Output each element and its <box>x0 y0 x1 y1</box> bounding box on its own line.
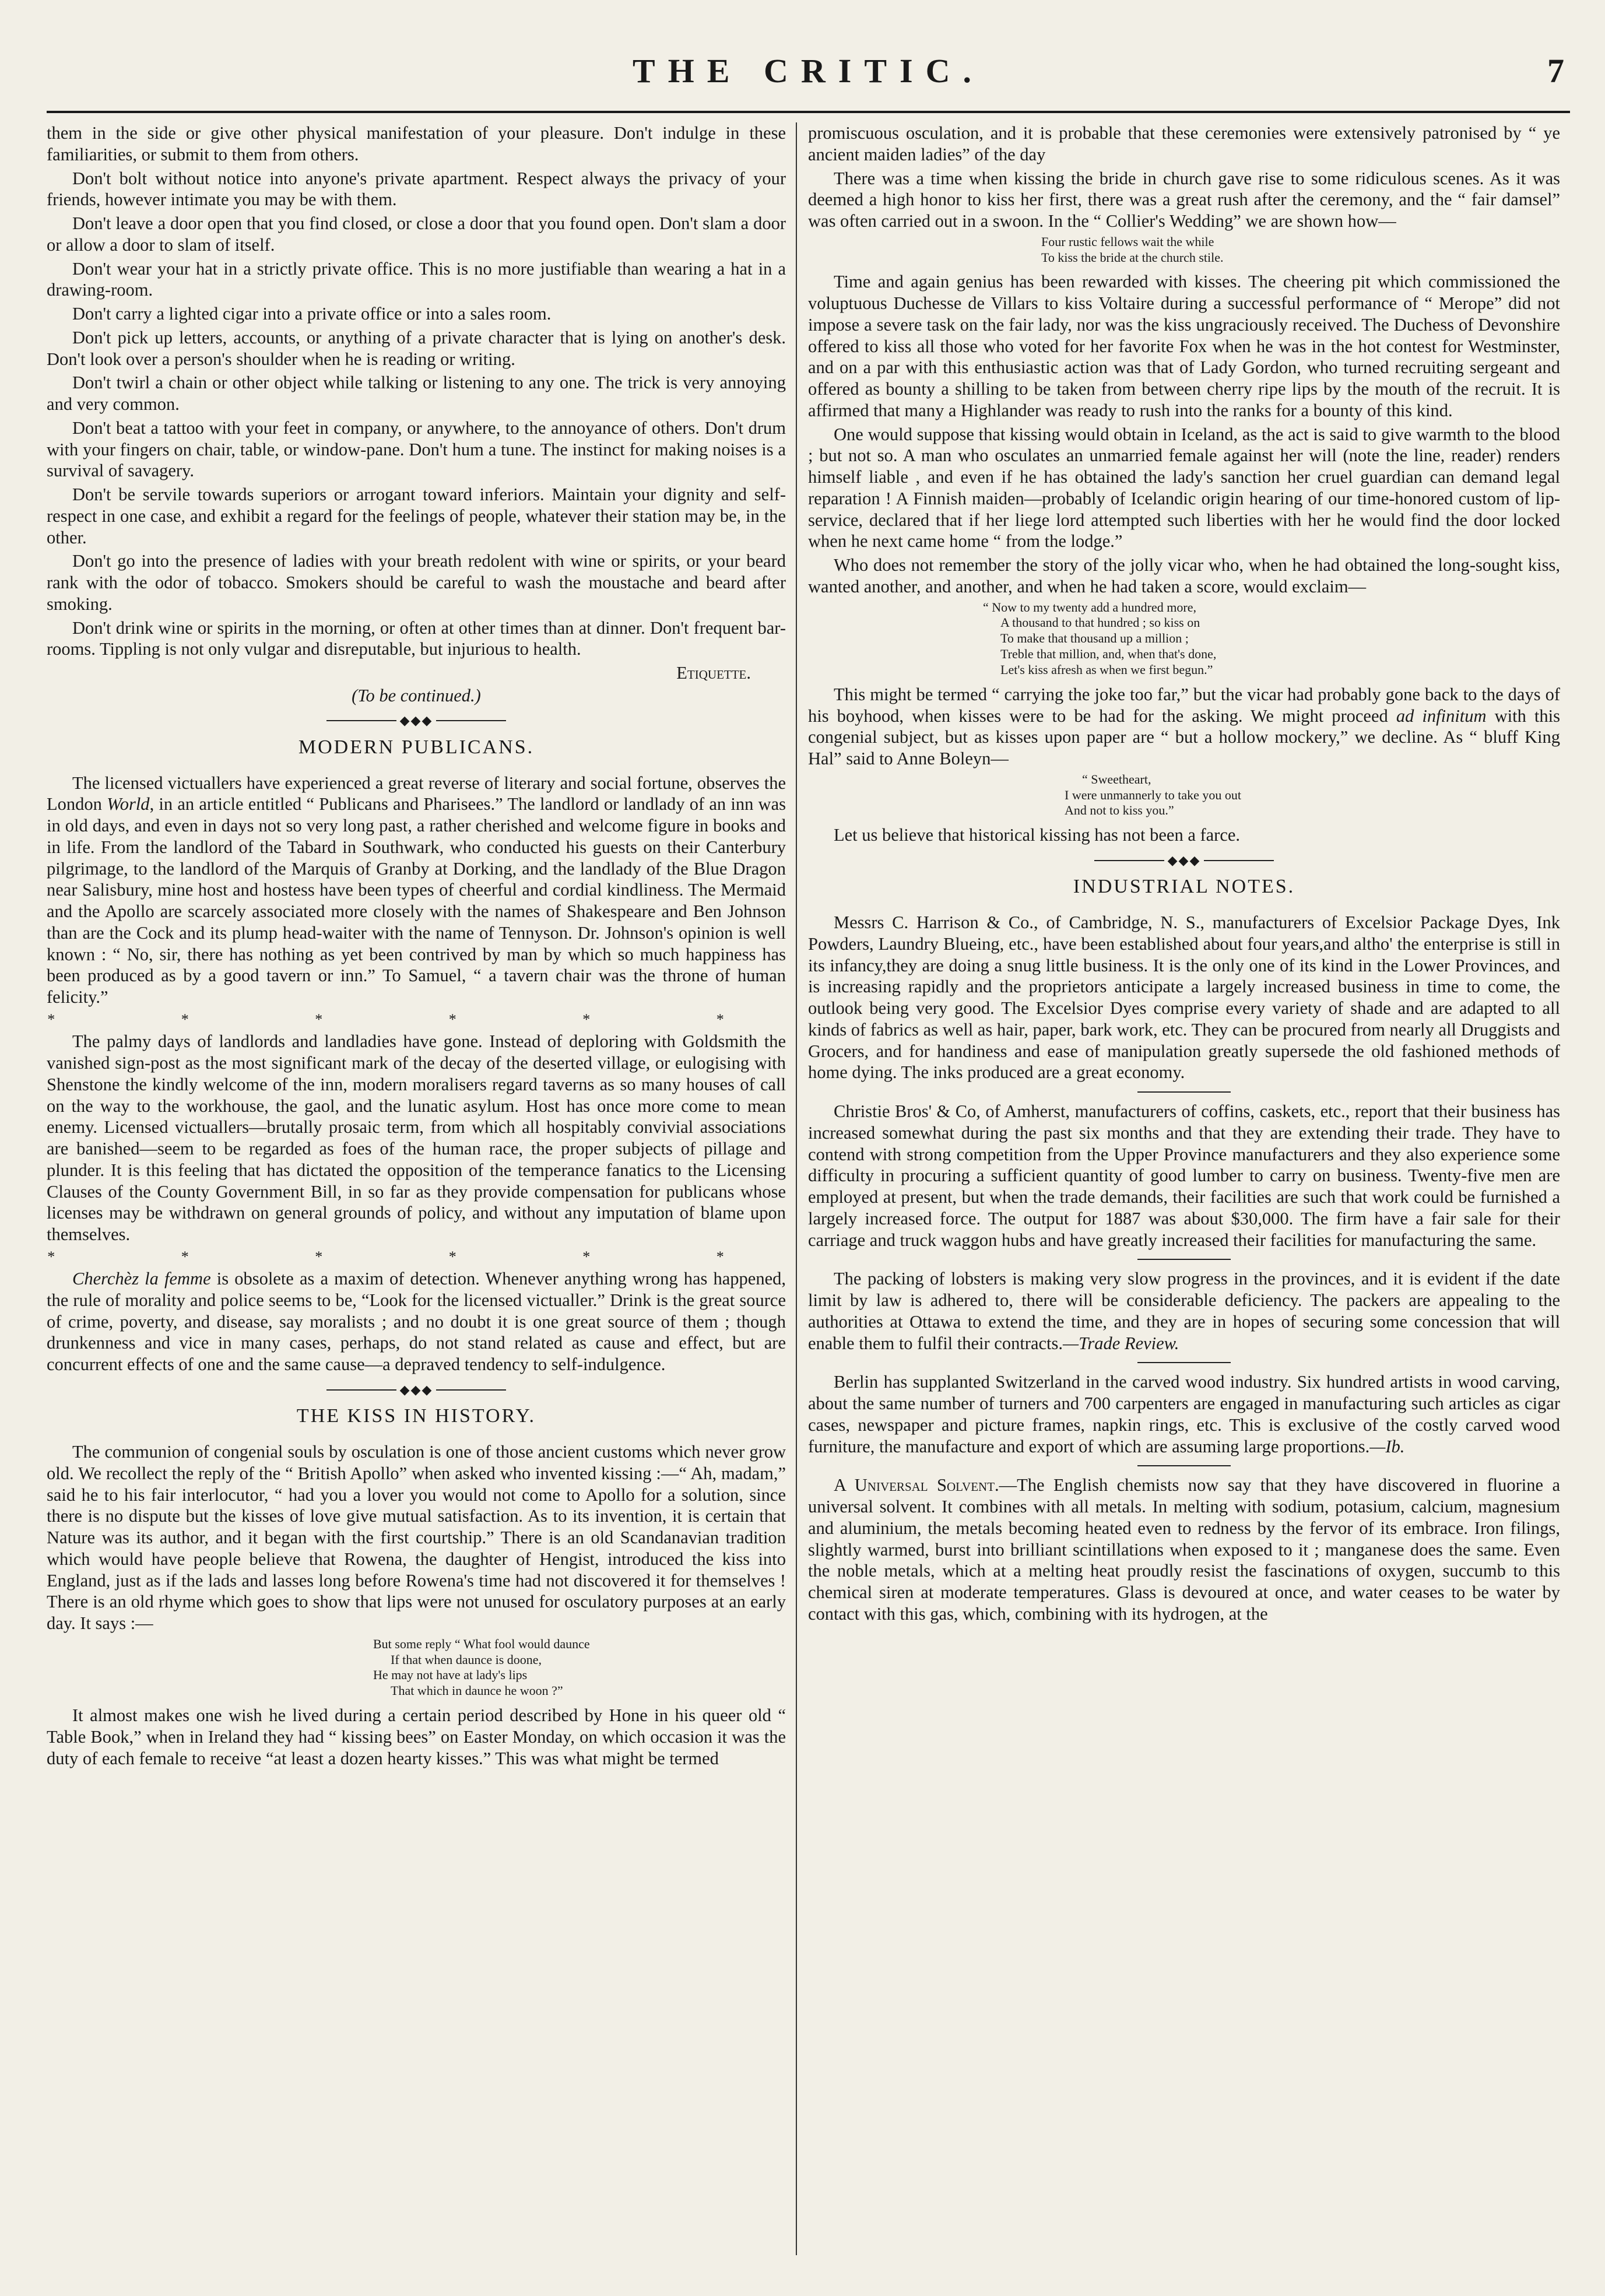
etiquette-paragraph: Don't twirl a chain or other object while talking or listening to any one. The trick is very annoying and very common. <box>47 373 786 414</box>
news-item: A Universal Solvent.—The English chemists now say that they have discovered in fluorine a universal solvent. It combines with all metals. In melting with sodium, potasium, calcium, magnesium and aluminium, the metals becoming heated even to redness by the fervor of its embrace. Iron filings, slightly warmed, burst into brilliant scintillations when exposed to it ; manganese does the same. Even the noble metals, which at a melting heat proudly resist the fascinations of oxygen, succumb to this chemical siren at moderate temperatures. Glass is devoured at once, and water ceases to be water by contact with this gas, which, combining with its hydrogen, at the <box>808 1475 1560 1624</box>
etiquette-paragraph: Don't carry a lighted cigar into a private office or into a sales room. <box>72 304 552 324</box>
ornament-divider: ◆◆◆ <box>47 712 786 729</box>
article-paragraph: The palmy days of landlords and landladies have gone. Instead of deploring with Goldsmith the vanished sign-post as the most significant mark of the decay of the deserted village, or eulogising with Shenstone the kindly welcome of the inn, modern moralisers regard taverns as so many houses of call on the way to the workhouse, the gaol, and the lunatic asylum. Host has once more come to mean enemy. Licensed victuallers—brutally prosaic term, from which all hospitably convivial associations are banished—seem to be regarded as foes of the human race, the proper subjects of pillage and plunder. It is this feeling that has dictated the opposition of the temperance fanatics to the Licensing Clauses of the County Government Bill, in so far as they provide compensation for publicans whose licenses may be withdrawn on general grounds of policy, and without any imputation of blame upon themselves. <box>47 1031 786 1244</box>
article-heading: THE KISS IN HISTORY. <box>296 1405 536 1427</box>
article-paragraph: This might be termed “ carrying the joke too far,” but the vicar had probably gone back to the days of his boyhood, when kisses were to be had for the asking. We might proceed ad infinitum with this congenial subject, but as kisses upon paper are “ but a hollow mockery,” we decline. As “ bluff King Hal” said to Anne Boleyn— <box>808 684 1560 769</box>
page-number: 7 <box>1547 52 1564 90</box>
masthead <box>47 41 1570 113</box>
item-rule <box>1137 1362 1231 1363</box>
article-heading: MODERN PUBLICANS. <box>298 736 535 758</box>
left-column <box>47 122 786 2255</box>
news-item: The packing of lobsters is making very slow progress in the provinces, and it is evident if the date limit by law is adhered to, there will be considerable deficiency. The packers are appealing to the authorities at Ottawa to extend the time, and they are in hopes of securing some concession that will enable them to fulfil their contracts.—Trade Review. <box>808 1269 1560 1353</box>
item-rule <box>1137 1091 1231 1093</box>
etiquette-paragraph: Don't bolt without notice into anyone's private apartment. Respect always the privacy of your friends, however intimate you may be with them. <box>47 168 786 210</box>
signature: Etiquette. <box>676 663 751 683</box>
article-paragraph: Cherchèz la femme is obsolete as a maxim of detection. Whenever anything wrong has happened, the rule of morality and police seems to be, “Look for the licensed victualler.” Drink is the great source of crime, poverty, and disease, say moralists ; and no doubt it is one great source of them ; though drunkenness and vice in many cases, perhaps, do not stand related as cause and effect, but are concurrent effects of one and the same cause—a depraved tendency to self-indulgence. <box>47 1269 786 1375</box>
etiquette-paragraph: Don't leave a door open that you find closed, or close a door that you found open. Don't slam a door or allow a door to slam of itself. <box>47 213 786 255</box>
column-divider <box>796 122 797 2255</box>
article-paragraph: The licensed victuallers have experienced a great reverse of literary and social fortune, observes the London World, in an article entitled “ Publicans and Pharisees.” The landlord or landlady of an inn was in old days, and even in days not so very long past, a rather cherished and welcome figure in books and in life. From the landlord of the Tabard in Southwark, who conducted his guests on their Canterbury pilgrimage, to the landlord of the Marquis of Granby at Dorking, and the landlady of the Blue Dragon near Salisbury, mine host and hostess have been types of cheerful and cordial kindliness. The Mermaid and the Apollo are scarcely associated more closely with the names of Shakespeare and Ben Johnson than are the Cock and its plump head-waiter with the name of Tennyson. Dr. Johnson's opinion is well known : “ No, sir, there has nothing as yet been contrived by man by which so much happiness has been produced as by a good tavern or inn.” To Samuel, “ a tavern chair was the throne of human felicity.” <box>47 773 786 1007</box>
section-stars: * * * * * * <box>47 1010 785 1028</box>
verse-quote: “ Now to my twenty add a hundred more, A thousand to that hundred ; so kiss on To make that thousand up a million ; Treble that million, and, when that's done, Let's kiss afresh as when we first begun.” <box>983 599 1217 677</box>
article-paragraph: There was a time when kissing the bride in church gave rise to some ridiculous scenes. As it was deemed a high honor to kiss her first, there was a great rush after the ceremony, and the “ fair damsel” was often carried out in a swoon. In the “ Collier's Wedding” we are shown how— <box>808 168 1560 231</box>
etiquette-paragraph: Don't be servile towards superiors or arrogant toward inferiors. Maintain your dignity and self-respect in one case, and exhibit a regard for the feelings of people, whatever their station may be, in the other. <box>47 485 786 547</box>
news-item: Berlin has supplanted Switzerland in the carved wood industry. Six hundred artists in wood carving, about the same number of turners and 700 carpenters are engaged in manufacturing such articles as cigar cases, newspaper and picture frames, napkin rings, etc. This is exclusive of the costly carved wood furniture, the manufacture and export of which are assuming large proportions.—Ib. <box>808 1372 1560 1456</box>
article-paragraph: One would suppose that kissing would obtain in Iceland, as the act is said to give warmth to the blood ; but not so. A man who osculates an unmarried female against her will (note the line, reader) renders himself liable , and even if he has obtained the lady's sanction her cruel guardian can demand legal reparation ! A Finnish maiden—probably of Icelandic origin hearing of our time-honored custom of lip-service, declared that if her liege lord attempted such liberties with her he would find the door locked when he next came home “ from the lodge.” <box>808 424 1560 552</box>
etiquette-paragraph: Don't go into the presence of ladies with your breath redolent with wine or spirits, or your beard rank with the odor of tobacco. Smokers should be careful to wash the moustache and beard after smoking. <box>47 551 786 614</box>
etiquette-paragraph: Don't pick up letters, accounts, or anything of a private character that is lying on another's desk. Don't look over a person's shoulder when he is reading or writing. <box>47 327 786 369</box>
news-item: Christie Bros' & Co, of Amherst, manufacturers of coffins, caskets, etc., report that their business has increased somewhat during the past six months and that they are extending their trade. They have to contend with strong competition from the Upper Province manufacturers and they also experience some difficulty in procuring a sufficient quantity of good lumber to carry on business. Twenty-five men are employed at present, but when the trade demands, their facilities are such that work could be furnished a largely increased force. The output for 1887 was about $30,000. The firm have a fair sale for their carriage and truck waggon hubs and have greatly increased their facilities for manufacturing the same. <box>808 1101 1560 1250</box>
article-paragraph: Time and again genius has been rewarded with kisses. The cheering pit which commissioned the voluptuous Duchesse de Villars to kiss Voltaire during a successful performance of “ Merope” did not impose a severe task on the fair lady, nor was the kiss ungraciously received. The Duchess of Devonshire offered to kiss all those who voted for her favorite Fox when he was in the hot contest for Westminster, and on a par with this enthusiastic action was that of Lady Gordon, who turned recruiting sergeant and offered as bounty a shilling to be taken from between cherry ripe lips by the mouth of the recruit. It is affirmed that many a Highlander was ready to rush into the ranks for a bounty of this kind. <box>808 272 1560 420</box>
signature-line <box>47 662 786 684</box>
etiquette-paragraph: Don't wear your hat in a strictly private office. This is no more justifiable than wearing a hat in a drawing-room. <box>47 258 786 300</box>
verse-quote: “ Sweetheart, I were unmannerly to take you out And not to kiss you.” <box>1065 771 1242 818</box>
article-paragraph: Let us believe that historical kissing has not been a farce. <box>834 825 1241 845</box>
section-stars: * * * * * * <box>47 1248 785 1265</box>
article-paragraph: The communion of congenial souls by osculation is one of those ancient customs which never grow old. We recollect the reply of the “ British Apollo” when asked who invented kissing :—“ Ah, madam,” said he to his fair interlocutor, “ had you a lover you would not come to Apollo for a solution, since there is no dispute but the kisses of love give mutual satisfaction. As to its invention, it is certain that Nature was its author, and it began with the first courtship.” There is an old Scandanavian tradition which would have people believe that Rowena, the daughter of Hengist, introduced the kiss into England, just as if the lads and lasses long before Rowena's time had not discovered it for themselves ! There is an old rhyme which goes to show that lips were not unused for osculatory purposes at an early day. It says :— <box>47 1442 786 1633</box>
article-paragraph: It almost makes one wish he lived during a certain period described by Hone in his queer old “ Table Book,” when in Ireland they had “ kissing bees” on Easter Monday, on which occasion it was the duty of each female to receive “at least a dozen hearty kisses.” This was what might be termed <box>47 1705 786 1768</box>
article-heading: INDUSTRIAL NOTES. <box>1073 876 1295 898</box>
etiquette-paragraph: Don't drink wine or spirits in the morning, or often at other times than at dinner. Don't frequent bar-rooms. Tippling is not only vulgar and disreputable, but injurious to health. <box>47 617 786 659</box>
verse-quote: But some reply “ What fool would daunce If that when daunce is doone, He may not have at lady's lips That which in daunce he woon ?” <box>373 1636 590 1698</box>
right-column <box>808 122 1560 2255</box>
news-item: Messrs C. Harrison & Co., of Cambridge, N. S., manufacturers of Excelsior Package Dyes, Ink Powders, Laundry Blueing, etc., have been established about four years,and altho' the enterprise is still in its infancy,they are doing a snug little business. It is the only one of its kind in the Lower Provinces, and is increasing rapidly and the proprietors anticipate a largely increased business in time to come, the outlook being very good. The Excelsior Dyes comprise every variety of shade and are adapted to all kinds of fabrics as well as hair, paper, bark work, etc. They can be procured from nearly all Druggists and Grocers, and for handiness and ease of manipulation greatly supersede the old fashioned methods of home dying. The inks produced are a great economy. <box>808 912 1560 1083</box>
item-rule <box>1137 1465 1231 1466</box>
verse-quote: Four rustic fellows wait the while To kiss the bride at the church stile. <box>1041 234 1224 265</box>
article-paragraph: Who does not remember the story of the jolly vicar who, when he had obtained the long-sought kiss, wanted another, and another, and when he had taken a score, would exclaim— <box>808 555 1560 596</box>
etiquette-paragraph: them in the side or give other physical manifestation of your pleasure. Don't indulge in these familiarities, or submit to them from others. <box>47 123 786 164</box>
article-paragraph: promiscuous osculation, and it is probable that these ceremonies were extensively patronised by “ ye ancient maiden ladies” of the day <box>808 123 1560 164</box>
continued-note: (To be continued.) <box>352 685 481 705</box>
ornament-divider: ◆◆◆ <box>47 1381 786 1398</box>
ornament-divider: ◆◆◆ <box>808 852 1560 868</box>
item-rule <box>1137 1259 1231 1260</box>
etiquette-paragraph: Don't beat a tattoo with your feet in company, or anywhere, to the annoyance of others. Don't drum with your fingers on chair, table, or window-pane. Don't hum a tune. The instinct for making noises is a survival of savagery. <box>47 417 786 481</box>
page-title: THE CRITIC. <box>633 52 984 90</box>
